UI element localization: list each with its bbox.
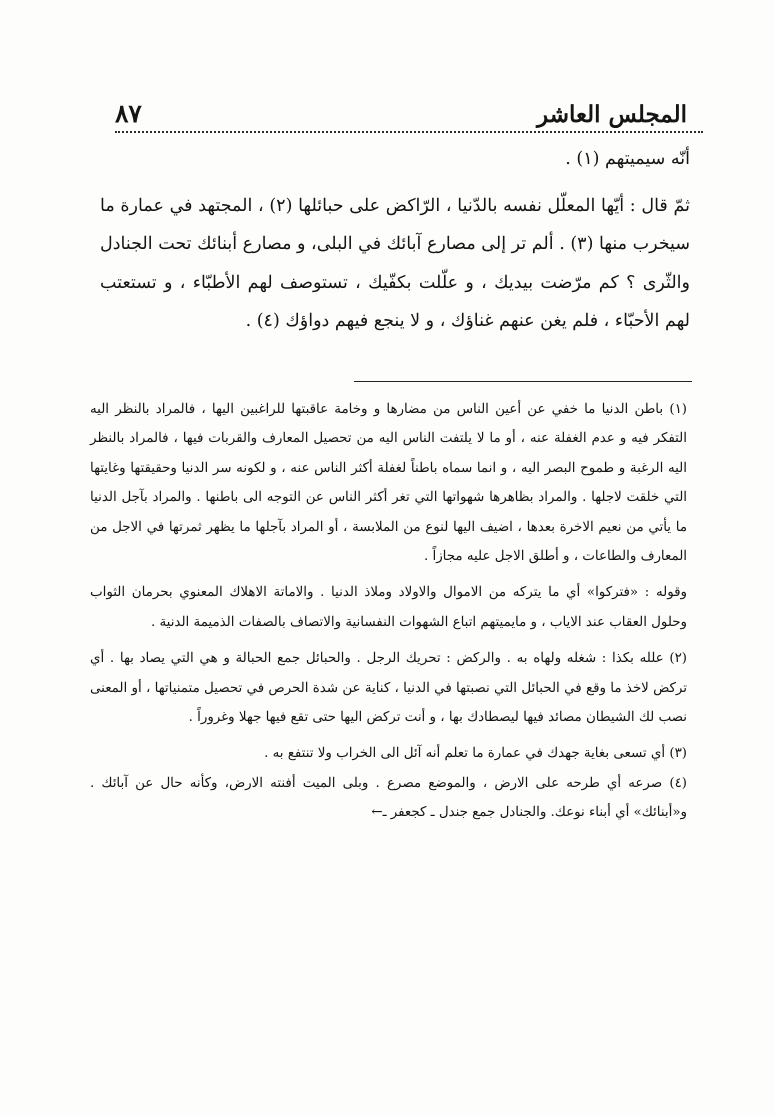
footnote-separator xyxy=(354,381,692,382)
main-paragraph: ثمّ قال : أيّها المعلّل نفسه بالدّنيا ، الرّاكض على حبائلها (٢) ، المجتهد في عمارة ما سيخرب منها (٣) . ألم تر إلى مصارع آبائك في البلى، و مصارع أبنائك تحت الجنادل والثّرى ؟ كم مرّضت بيديك ، و علّلت بكفّيك ، تستوصف لهم الأطبّاء ، و تستعتب لهم الأحبّاء ، فلم يغن عنهم غناؤك ، و لا ينجع فيهم دواؤك (٤) . xyxy=(100,195,690,331)
footnote-3: (٣) أي تسعى بغاية جهدك في عمارة ما تعلم أنه آئل الى الخراب ولا تنتفع به . xyxy=(264,746,687,762)
running-title: المجلس العاشر xyxy=(537,101,687,128)
footnote-1: (١) باطن الدنيا ما خفي عن أعين الناس من مضارها و وخامة عاقبتها للراغبين اليها ، فالمراد بالنظر اليه التفكر فيه و عدم الغفلة عنه ، أو ما لا يلتفت الناس اليه من تحصيل المعارف والقربات فيها ، فالمراد بالنظر اليه الرغبة و طموح البصر اليه ، و انما سماه باطناً لغفلة أكثر الناس عنه ، و لكونه سر الدنيا وحقيقتها وغايتها التي خلقت لاجلها . والمراد بظاهرها شهواتها التي تغر أكثر الناس عن التوجه الى باطنها . والمراد بآجل الدنيا ما يأتي من نعيم الاخرة بعدها ، اضيف اليها لنوع من الملابسة ، أو المراد بآجلها ما يظهر ثمرتها في الاجل من المعارف والطاعات ، و أطلق الاجل عليه مجازاً . xyxy=(90,402,687,565)
page-header xyxy=(115,88,687,128)
footnote-2: (٢) علله بكذا : شغله ولهاه به . والركض : تحريك الرجل . والحبائل جمع الحبالة و هي التي يصاد بها . أي تركض لاخذ ما وقع في الحبائل التي نصبتها في الدنيا ، كناية عن شدة الحرص في تحصيل متمنياتها ، أو المعنى نصب لك الشيطان مصائد فيها ليصطادك بها ، و أنت تركض اليها حتى تقع فيها جهلا وغروراً . xyxy=(90,651,687,726)
main-paragraph: أنّه سيميتهم (١) . xyxy=(565,149,690,169)
footnote-1-continued: وقوله : «فتركوا» أي ما يتركه من الاموال والاولاد وملاذ الدنيا . والاماتة الاهلاك المعنوي بحرمان الثواب وحلول العقاب عند الاياب ، و مايميتهم اتباع الشهوات النفسانية والاتصاف بالصفات الذميمة الدنية . xyxy=(90,585,687,630)
footnotes xyxy=(90,395,687,828)
main-text xyxy=(100,140,690,341)
footnote-4: (٤) صرعه أي طرحه على الارض ، والموضع مصرع . وبلى الميت أفنته الارض، وكأنه حال عن آبائك . و«أبنائك» أي أبناء نوعك. والجنادل جمع جندل ـ كجعفر ـ← xyxy=(90,775,687,821)
page-number: ٨٧ xyxy=(115,99,142,128)
header-dotted-rule xyxy=(115,131,703,133)
